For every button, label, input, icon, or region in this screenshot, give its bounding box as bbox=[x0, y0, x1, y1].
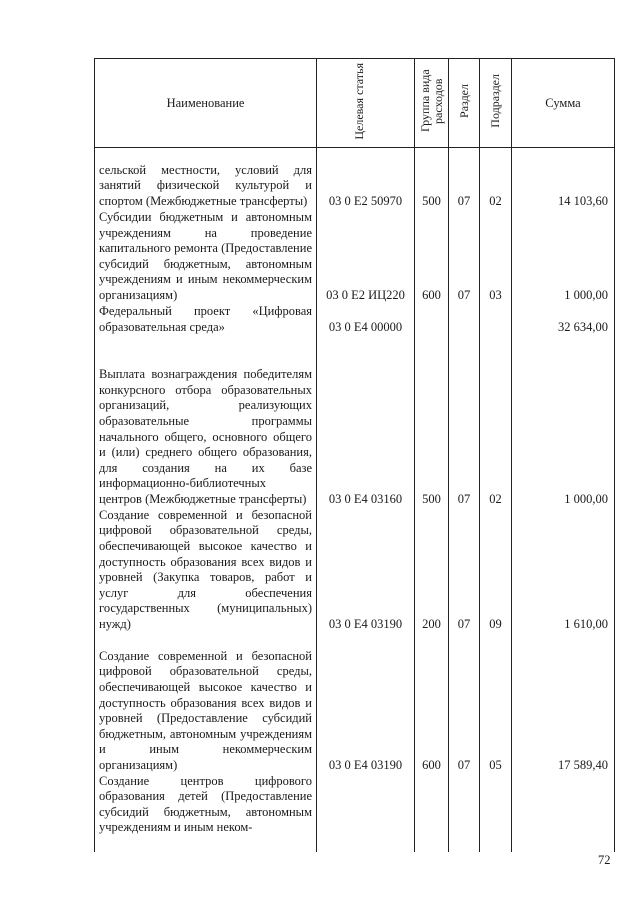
table-row bbox=[95, 774, 615, 852]
row-target: 03 0 Е4 03190 bbox=[317, 508, 415, 633]
row-section: 07 bbox=[449, 336, 480, 508]
row-sum: 14 103,60 bbox=[512, 148, 615, 210]
row-sum: 32 634,00 bbox=[512, 304, 615, 336]
header-section-label: Раздел bbox=[456, 84, 471, 118]
row-name: Субсидии бюджетным и автономным учреждениям на проведение капитального ремонта (Предоставление субсидий бюджетным, автономным учреждениям и иным некоммерческим организациям) bbox=[95, 210, 317, 304]
row-group bbox=[415, 774, 449, 852]
header-subsection-label: Подраздел bbox=[488, 74, 502, 128]
table-row bbox=[95, 148, 615, 210]
page-number: 72 bbox=[598, 853, 611, 867]
row-subsection: 09 bbox=[480, 508, 512, 633]
row-subsection bbox=[480, 304, 512, 336]
row-group: 500 bbox=[415, 148, 449, 210]
row-name: сельской местности, условий для занятий физической культурой и спортом (Межбюджетные трансферты) bbox=[95, 148, 317, 210]
row-section: 07 bbox=[449, 210, 480, 304]
row-section: 07 bbox=[449, 633, 480, 774]
row-name: Создание центров цифрового образования детей (Предоставление субсидий бюджетным, автономным учреждениям и иным неком- bbox=[95, 774, 317, 852]
row-sum bbox=[512, 774, 615, 852]
header-target bbox=[317, 59, 415, 148]
row-section: 07 bbox=[449, 508, 480, 633]
header-subsection bbox=[480, 59, 512, 148]
header-group bbox=[415, 59, 449, 148]
row-group: 600 bbox=[415, 633, 449, 774]
row-section: 07 bbox=[449, 148, 480, 210]
row-target: 03 0 Е4 03160 bbox=[317, 336, 415, 508]
row-name: Создание современной и безопасной цифровой образовательной среды, обеспечивающей высокое качество и доступность образования всех видов и уровней (Закупка товаров, работ и услуг для обеспечения государственных (муниципальных) нужд) bbox=[95, 508, 317, 633]
row-group: 500 bbox=[415, 336, 449, 508]
table-header-row bbox=[95, 59, 615, 148]
header-sum-label: Сумма bbox=[545, 95, 581, 110]
row-name: Федеральный проект «Цифровая образовательная среда» bbox=[95, 304, 317, 336]
row-subsection: 02 bbox=[480, 336, 512, 508]
row-section bbox=[449, 774, 480, 852]
budget-table bbox=[94, 58, 615, 852]
row-target: 03 0 Е2 50970 bbox=[317, 148, 415, 210]
row-group bbox=[415, 304, 449, 336]
header-name bbox=[95, 59, 317, 148]
header-target-label: Целевая статья bbox=[351, 62, 366, 140]
row-sum: 17 589,40 bbox=[512, 633, 615, 774]
row-target: 03 0 Е4 00000 bbox=[317, 304, 415, 336]
table-row bbox=[95, 304, 615, 336]
table-row bbox=[95, 210, 615, 304]
row-target: 03 0 Е2 ИЦ220 bbox=[317, 210, 415, 304]
row-group: 200 bbox=[415, 508, 449, 633]
header-name-label: Наименование bbox=[166, 95, 245, 110]
table-row bbox=[95, 633, 615, 774]
row-subsection: 05 bbox=[480, 633, 512, 774]
table-row bbox=[95, 508, 615, 633]
row-subsection bbox=[480, 774, 512, 852]
row-sum: 1 000,00 bbox=[512, 210, 615, 304]
header-sum bbox=[512, 59, 615, 148]
header-group-label: Группа вида расходов bbox=[417, 69, 445, 133]
table-row bbox=[95, 336, 615, 508]
row-section bbox=[449, 304, 480, 336]
row-name: Выплата вознаграждения победителям конкурсного отбора образовательных организаций, реализующих образовательные программы начального общего, основного общего и (или) среднего общего образования, для создания на их базе информационно-библиотечных центров (Межбюджетные трансферты) bbox=[95, 336, 317, 508]
row-target bbox=[317, 774, 415, 852]
row-group: 600 bbox=[415, 210, 449, 304]
budget-table-sheet bbox=[94, 58, 614, 848]
row-subsection: 02 bbox=[480, 148, 512, 210]
header-section bbox=[449, 59, 480, 148]
row-target: 03 0 Е4 03190 bbox=[317, 633, 415, 774]
row-subsection: 03 bbox=[480, 210, 512, 304]
row-sum: 1 000,00 bbox=[512, 336, 615, 508]
row-name: Создание современной и безопасной цифровой образовательной среды, обеспечивающей высокое качество и доступность образования всех видов и уровней (Предоставление субсидий бюджетным, автономным учреждениям и иным некоммерческим организациям) bbox=[95, 633, 317, 774]
row-sum: 1 610,00 bbox=[512, 508, 615, 633]
